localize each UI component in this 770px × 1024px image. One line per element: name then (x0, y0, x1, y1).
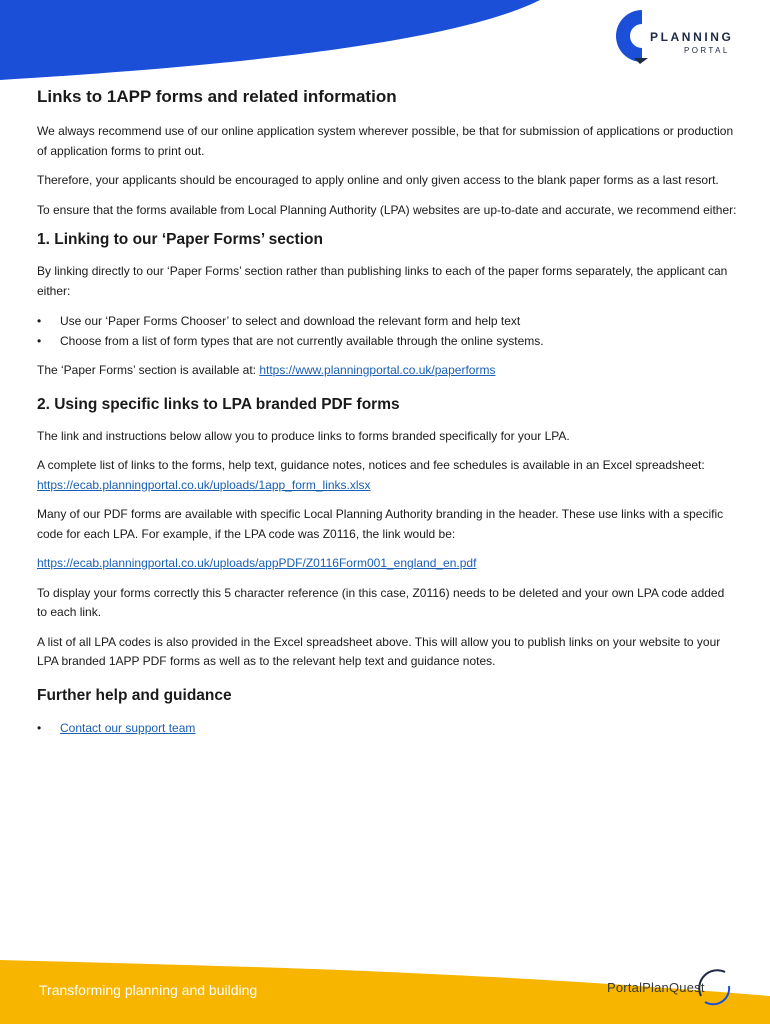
section3-heading: Further help and guidance (37, 686, 232, 704)
partner-name: PortalPlanQuest (607, 980, 705, 995)
section1-available (37, 361, 737, 381)
intro-paragraph-3: To ensure that the forms available from Local Planning Authority (LPA) websites are up-to-date and accurate, we recommend either: (37, 202, 737, 217)
list-item: • Use our ‘Paper Forms Chooser’ to select and download the relevant form and help text (37, 311, 737, 331)
spreadsheet-link[interactable]: https://ecab.planningportal.co.uk/uploads/1app_form_links.xlsx (37, 477, 371, 492)
main-content (37, 86, 737, 748)
orbit-icon (695, 966, 735, 1012)
section2-heading: 2. Using specific links to LPA branded PDF forms (37, 395, 400, 413)
section2-example (37, 554, 737, 574)
section2-paragraph-2 (37, 456, 737, 495)
page-title: Links to 1APP forms and related information (37, 87, 397, 106)
footer-tagline: Transforming planning and building (39, 982, 258, 998)
section1-paragraph: By linking directly to our ‘Paper Forms’ section rather than publishing links to each of the paper forms separately, the applicant can either: (37, 264, 728, 298)
contact-support-link[interactable]: Contact our support team (60, 720, 196, 735)
section2-paragraph-5: A list of all LPA codes is also provided in the Excel spreadsheet above. This will allow you to publish links on your website to your LPA branded 1APP PDF forms as well as to the relevant help text and guidance notes. (37, 634, 721, 668)
section2-paragraph-4: To display your forms correctly this 5 character reference (in this case, Z0116) needs to be deleted and your own LPA code added to each link. (37, 585, 725, 619)
example-pdf-link[interactable]: https://ecab.planningportal.co.uk/uploads/appPDF/Z0116Form001_england_en.pdf (37, 556, 477, 570)
section1-heading: 1. Linking to our ‘Paper Forms’ section (37, 231, 323, 248)
logo-word-portal: PORTAL (684, 46, 730, 55)
section2-paragraph-2-text: A complete list of links to the forms, help text, guidance notes, notices and fee schedules is available in an Excel spreadsheet: (37, 458, 705, 472)
section1-list (37, 311, 737, 351)
paperforms-link[interactable]: https://www.planningportal.co.uk/paperforms (259, 363, 496, 377)
portalplanquest-logo[interactable] (605, 966, 735, 1012)
section3-list (37, 718, 737, 738)
list-item (37, 718, 737, 738)
section2-paragraph-1: The link and instructions below allow you to produce links to forms branded specifically for your LPA. (37, 428, 570, 443)
logo-word-planning: PLANNING (650, 30, 734, 44)
section1-available-text: The ‘Paper Forms’ section is available at: (37, 363, 260, 377)
intro-paragraph-1: We always recommend use of our online application system wherever possible, be that for submission of applications or production of application forms to print out. (37, 124, 734, 158)
intro-paragraph-2: Therefore, your applicants should be encouraged to apply online and only given access to the blank paper forms as a last resort. (37, 173, 719, 187)
header-swoosh (0, 0, 540, 80)
planning-portal-logo[interactable] (614, 8, 744, 64)
section2-paragraph-3: Many of our PDF forms are available with specific Local Planning Authority branding in the header. These use links with a specific code for each LPA. For example, if the LPA code was Z0116, the link would be: (37, 507, 724, 541)
list-item: • Choose from a list of form types that are not currently available through the online systems. (37, 331, 737, 351)
